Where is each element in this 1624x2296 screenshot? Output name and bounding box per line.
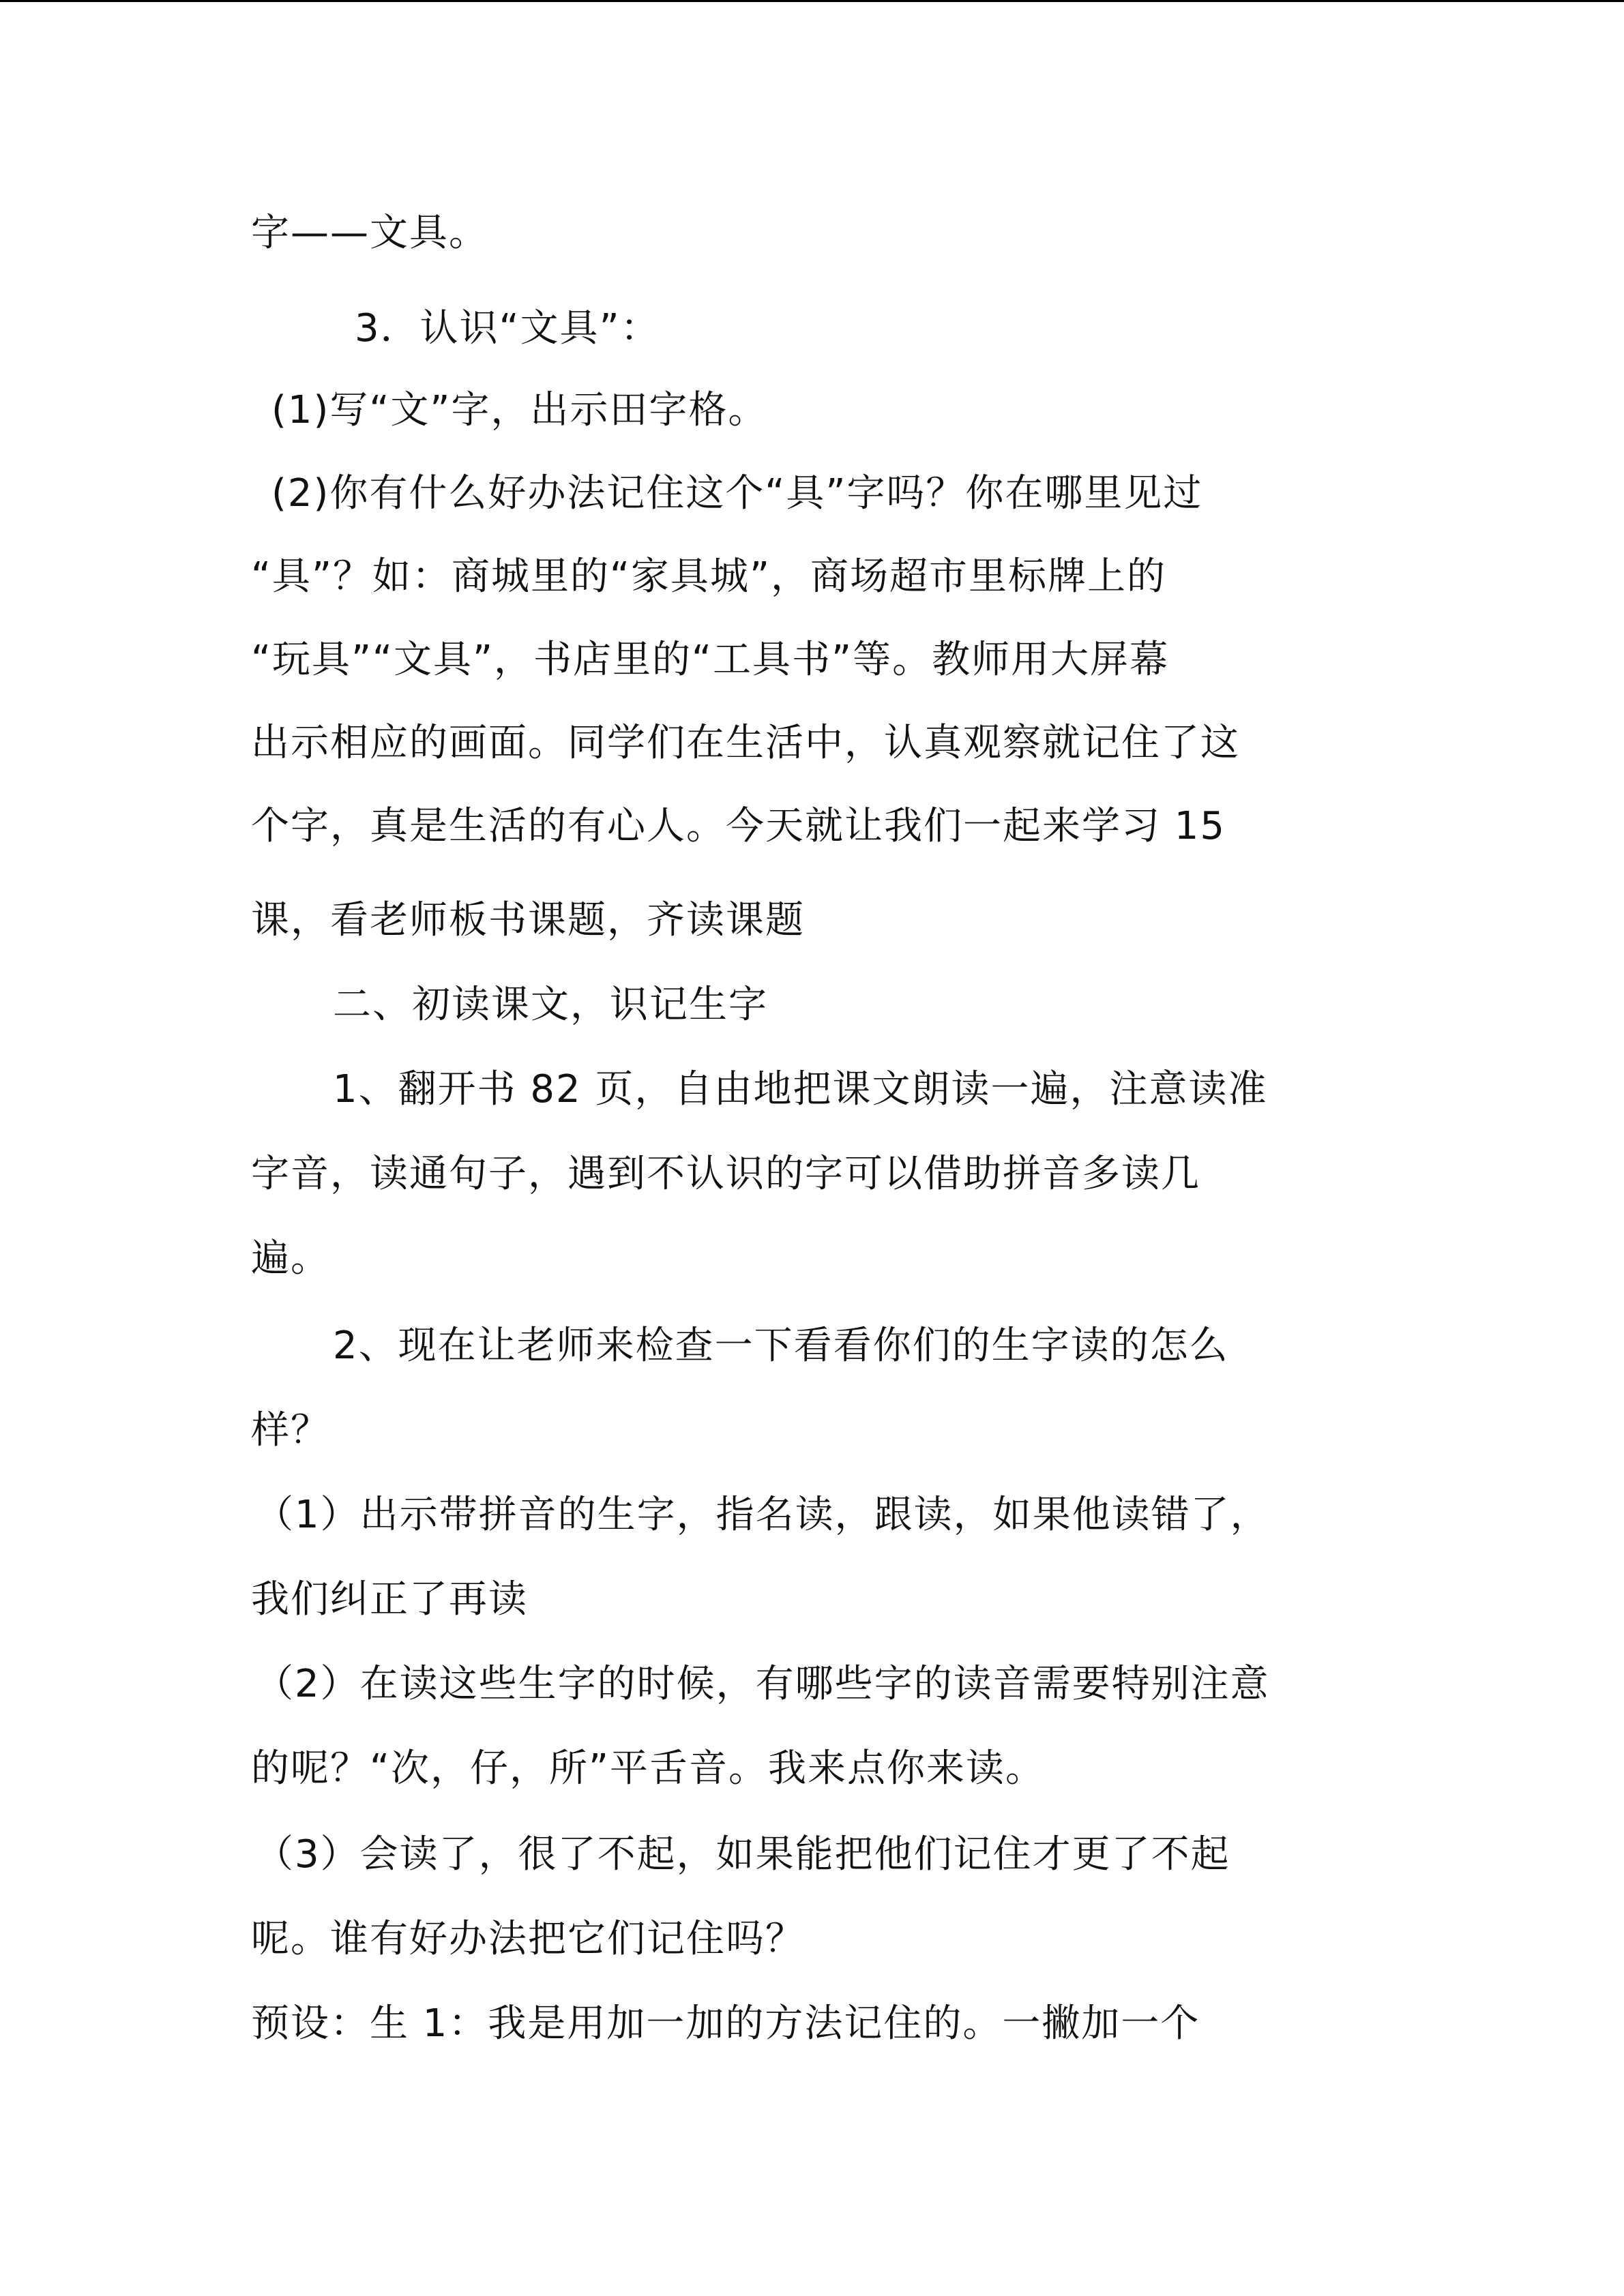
text-line-15: 样？ xyxy=(251,1408,330,1452)
text-line-11: 1、翻开书 82 页，自由地把课文朗读一遍，注意读准 xyxy=(333,1067,1268,1112)
text-line-12: 字音，读通句子，遇到不认识的字可以借助拼音多读几 xyxy=(251,1152,1200,1196)
text-line-8: 个字，真是生活的有心人。今天就让我们一起来学习 15 xyxy=(251,804,1226,848)
text-line-9: 课，看老师板书课题，齐读课题 xyxy=(251,898,805,942)
text-line-14: 2、现在让老师来检查一下看看你们的生字读的怎么 xyxy=(333,1324,1229,1368)
text-line-2: 3．认识“文具”： xyxy=(355,306,660,351)
text-line-13: 遍。 xyxy=(251,1236,330,1281)
text-line-6: “玩具”“文具”，书店里的“工具书”等。教师用大屏幕 xyxy=(251,638,1170,682)
text-line-17: 我们纠正了再读 xyxy=(251,1577,528,1622)
text-line-7: 出示相应的画面。同学们在生活中，认真观察就记住了这 xyxy=(251,721,1240,765)
text-line-1: 字——文具。 xyxy=(251,211,488,255)
text-line-10: 二、初读课文，识记生字 xyxy=(333,983,768,1027)
text-line-4: (2)你有什么好办法记住这个“具”字吗？你在哪里见过 xyxy=(271,471,1203,516)
text-line-22: 预设：生 1：我是用加一加的方法记住的。一撇加一个 xyxy=(251,2001,1200,2046)
text-line-5: “具”？如：商城里的“家具城”，商场超市里标牌上的 xyxy=(251,554,1167,599)
page-top-border xyxy=(0,0,1624,2)
text-line-19: 的呢？“次，仔，所”平舌音。我来点你来读。 xyxy=(251,1746,1046,1791)
text-line-21: 呢。谁有好办法把它们记住吗？ xyxy=(251,1917,805,1961)
text-line-18: （2）在读这些生字的时候，有哪些字的读音需要特别注意 xyxy=(255,1662,1270,1706)
text-line-20: （3）会读了，很了不起，如果能把他们记住才更了不起 xyxy=(255,1832,1230,1877)
text-line-16: （1）出示带拼音的生字，指名读，跟读，如果他读错了， xyxy=(255,1493,1270,1537)
text-line-3: (1)写“文”字，出示田字格。 xyxy=(271,388,768,432)
